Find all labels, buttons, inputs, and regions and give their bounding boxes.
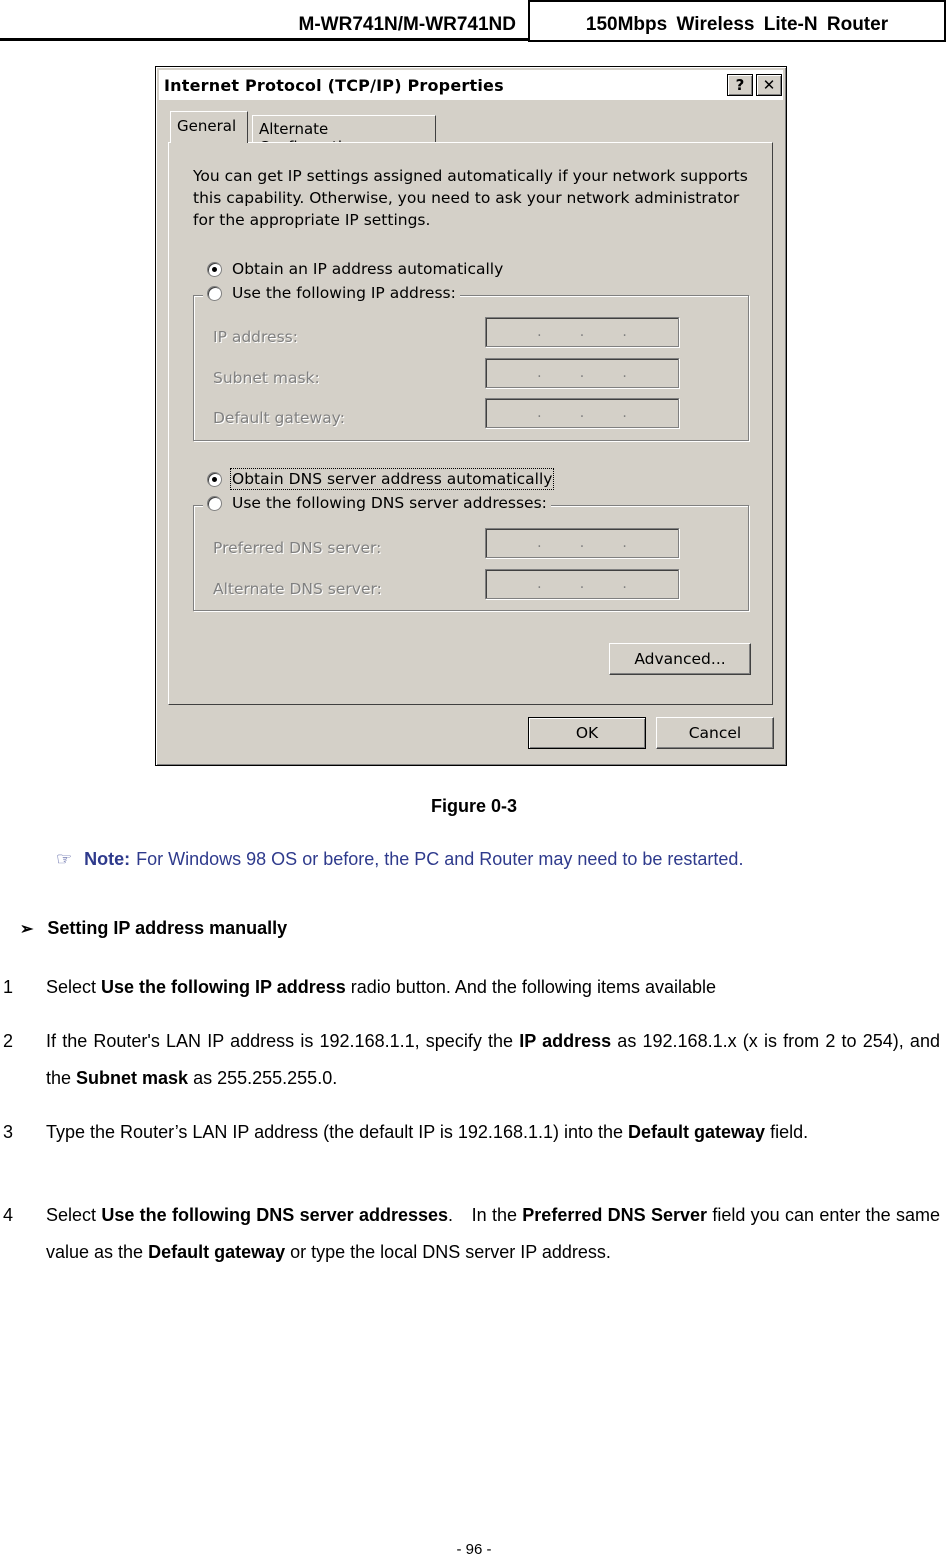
radio-checked-icon[interactable]: [207, 262, 222, 277]
step-text-bold: Default gateway: [148, 1242, 286, 1262]
step-text-bold: Use the following IP address: [101, 977, 346, 997]
radio-obtain-ip-auto-label: Obtain an IP address automatically: [232, 260, 504, 278]
step-text-part: If the Router's LAN IP address is 192.168.1.1, specify the: [46, 1031, 520, 1051]
pointing-hand-icon: ☞: [56, 849, 73, 869]
radio-obtain-dns-auto-label: Obtain DNS server address automatically: [232, 470, 553, 488]
step-text-part: or type the local DNS server IP address.: [285, 1242, 611, 1262]
step-text: [46, 1114, 940, 1151]
dialog-title: Internet Protocol (TCP/IP) Properties: [164, 76, 504, 95]
cancel-button[interactable]: Cancel: [656, 717, 774, 749]
step-number: 3: [3, 1122, 14, 1142]
step-text-part: . In the: [448, 1205, 523, 1225]
dialog-titlebar: [159, 70, 783, 100]
radio-use-following-ip-label: Use the following IP address:: [232, 284, 456, 302]
arrow-bullet-icon: ➢: [20, 920, 34, 938]
header-rule: [0, 38, 528, 41]
tab-alternate-configuration[interactable]: Alternate: [252, 115, 436, 143]
step-text-bold: Preferred DNS Server: [522, 1205, 708, 1225]
help-button[interactable]: ?: [727, 74, 753, 96]
note-text: For Windows 98 OS or before, the PC and Router may need to be restarted.: [136, 849, 744, 869]
step-text-bold: Subnet mask: [76, 1068, 189, 1088]
note: [56, 849, 743, 870]
ip-address-field[interactable]: . . .: [485, 317, 679, 347]
subnet-mask-label: Subnet mask:: [213, 369, 320, 387]
tab-general[interactable]: General: [170, 111, 248, 143]
radio-checked-icon[interactable]: [207, 472, 222, 487]
ok-button-label: OK: [575, 724, 599, 742]
section-heading: [20, 918, 287, 939]
radio-unchecked-icon[interactable]: [207, 286, 222, 301]
alternate-dns-field[interactable]: . . .: [485, 569, 679, 599]
step-text-part: as 255.255.255.0.: [188, 1068, 338, 1088]
radio-obtain-dns-auto[interactable]: [207, 470, 556, 488]
radio-use-following-dns[interactable]: [203, 494, 551, 512]
step-text-bold: IP address: [519, 1031, 612, 1051]
header-model: M-WR741N/M-WR741ND: [298, 14, 516, 35]
radio-unchecked-icon[interactable]: [207, 496, 222, 511]
default-gateway-label: Default gateway:: [213, 409, 345, 427]
radio-use-following-ip[interactable]: [203, 284, 460, 302]
step-text-bold: Use the following DNS server addresses: [101, 1205, 449, 1225]
tcpip-properties-dialog: [155, 66, 787, 766]
step-text-part: as 192.168.1.x (x is from 2 to 254), and the: [46, 1031, 940, 1088]
step-text: [46, 1197, 940, 1271]
radio-use-following-dns-label: Use the following DNS server addresses:: [232, 494, 547, 512]
step-text-part: Select: [46, 1205, 102, 1225]
intro-text: You can get IP settings assigned automatically if your network supports this capability. Otherwise, you need to ask your network administrator for the appropriate IP settings.: [193, 167, 748, 229]
step-text-bold: Default gateway: [628, 1122, 766, 1142]
step-number: 1: [3, 977, 14, 997]
step-text-part: radio button. And the following items available: [345, 977, 716, 997]
ok-button[interactable]: [528, 717, 646, 749]
step-text-part: field.: [765, 1122, 809, 1142]
step-text: [46, 969, 940, 1006]
advanced-button[interactable]: Advanced...: [609, 643, 751, 675]
default-gateway-field[interactable]: . . .: [485, 398, 679, 428]
ip-address-label: IP address:: [213, 328, 298, 346]
step-text-part: Type the Router’s LAN IP address (the default IP is 192.168.1.1) into the: [46, 1122, 629, 1142]
step-number: 2: [3, 1031, 14, 1051]
step-number: 4: [3, 1205, 14, 1225]
close-button[interactable]: ✕: [756, 74, 782, 96]
preferred-dns-field[interactable]: . . .: [485, 528, 679, 558]
section-heading-text: Setting IP address manually: [47, 918, 288, 938]
page-number: - 96 -: [456, 1541, 492, 1558]
step-text-part: field you can enter the same value as the: [46, 1205, 940, 1262]
radio-obtain-ip-auto[interactable]: [207, 260, 507, 278]
figure-caption: Figure 0-3: [430, 796, 518, 816]
general-tab-panel: [168, 142, 773, 705]
step-text: [46, 1023, 940, 1097]
header-product: 150Mbps Wireless Lite-N Router: [528, 0, 946, 42]
step-text-part: Select: [46, 977, 102, 997]
subnet-mask-field[interactable]: . . .: [485, 358, 679, 388]
note-label: Note:: [84, 849, 131, 869]
preferred-dns-label: Preferred DNS server:: [213, 539, 382, 557]
alternate-dns-label: Alternate DNS server:: [213, 580, 382, 598]
